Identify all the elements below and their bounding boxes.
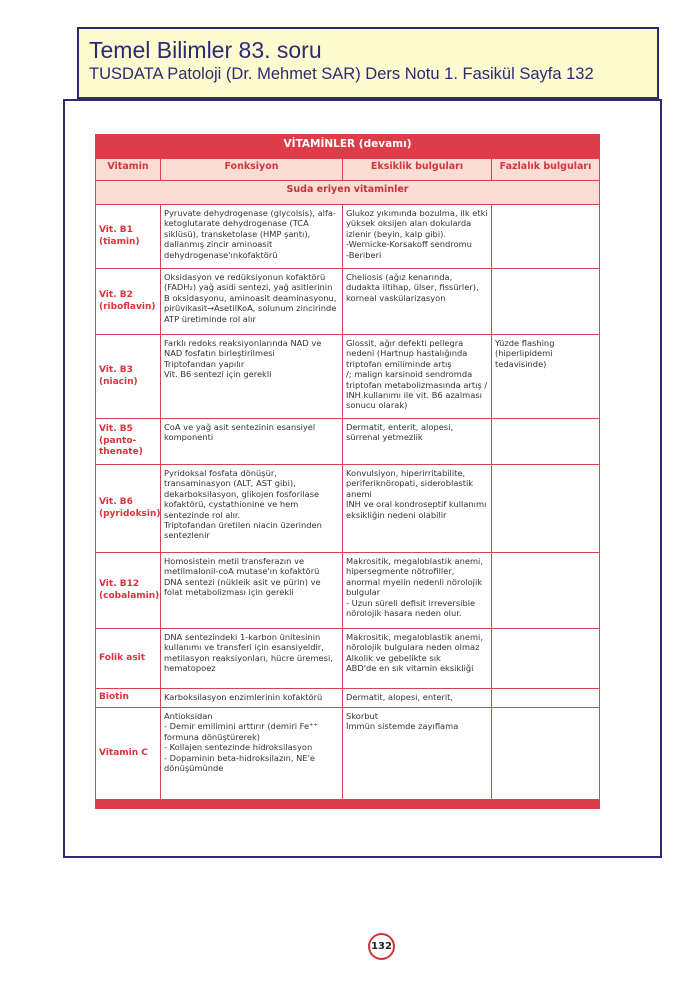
function-cell: DNA sentezindeki 1-karbon ünitesinin kullanımı ve transferi için esansiyeldir, metilasyon reaksiyonları, hücre üremesi, hematopoez — [161, 629, 343, 689]
function-cell: CoA ve yağ asit sentezinin esansiyel komponenti — [161, 419, 343, 465]
vitamin-name-cell: Vitamin C — [96, 708, 161, 800]
deficiency-cell: Glossit, ağır defekti pellegra nedeni (Hartnup hastalığında triptofan emiliminde artış /; malign karsinoid sendromda triptofan metabolizmasında artış / INH kullanımı ile vit. B6 azalması sonucu olarak) — [343, 335, 492, 419]
function-cell: Pyridoksal fosfata dönüşür, transaminasyon (ALT, AST gibi), dekarboksilasyon, glikojen fosforilase kofaktörü, cystathionine ve hem sentezinde rol alır. Triptofandan üretilen niacin üzerinden sentezlenir — [161, 465, 343, 553]
excess-cell — [492, 553, 600, 629]
deficiency-cell: Dermatit, alopesi, enterit, — [343, 689, 492, 708]
excess-cell — [492, 689, 600, 708]
table-row — [96, 269, 600, 335]
vitamin-name-cell: Biotin — [96, 689, 161, 708]
deficiency-cell: Skorbut İmmün sistemde zayıflama — [343, 708, 492, 800]
bottom-bar-cell — [96, 800, 600, 809]
table-row — [96, 708, 600, 800]
table-row — [96, 205, 600, 269]
excess-cell: Yüzde flashing (hiperlipidemi tedavisinde) — [492, 335, 600, 419]
vitamin-name-cell: Folik asit — [96, 629, 161, 689]
header-box — [77, 27, 659, 99]
table-body — [96, 205, 600, 800]
excess-cell — [492, 465, 600, 553]
excess-cell — [492, 629, 600, 689]
deficiency-cell: Konvulsiyon, hiperirritabilite, periferiknöropati, sideroblastik anemi INH ve oral kondroseptif kullanımı eksikliğin nedeni olabilir — [343, 465, 492, 553]
function-cell: Antioksidan - Demir emilimini arttırır (demiri Fe⁺⁺ formuna dönüştürerek) - Kollajen sentezinde hidroksilasyon - Dopaminin beta-hidroksilazın, NE'e dönüşümünde — [161, 708, 343, 800]
excess-cell — [492, 205, 600, 269]
vitamin-name-cell: Vit. B6 (pyridoksin) — [96, 465, 161, 553]
function-cell: Pyruvate dehydrogenase (glycolsis), alfa-ketoglutarate dehydrogenase (TCA siklüsü), transketolase (HMP şantı), dallanmış zincir aminoasit dehydrogenase'ınkofaktörü — [161, 205, 343, 269]
excess-cell — [492, 269, 600, 335]
table-title: VİTAMİNLER (devamı) — [96, 135, 600, 159]
vitamin-name-cell: Vit. B2 (riboflavin) — [96, 269, 161, 335]
vitamin-name-cell: Vit. B1 (tiamin) — [96, 205, 161, 269]
function-cell: Oksidasyon ve redüksiyonun kofaktörü (FADH₂) yağ asidi sentezi, yağ asitlerinin B oksidasyonu, aminoasit deaminasyonu, pirüvikasit→AsetilKoA, solunum zincirinde ATP üretiminde rol alır — [161, 269, 343, 335]
deficiency-cell: Cheliosis (ağız kenarında, dudakta iltihap, ülser, fissürler), korneal vaskülarizasyon — [343, 269, 492, 335]
vitamin-table — [95, 134, 600, 809]
section-title: Suda eriyen vitaminler — [96, 181, 600, 205]
page-number-badge: 132 — [368, 933, 395, 960]
column-header-excess: Fazlalık bulguları — [492, 159, 600, 181]
column-header-deficiency: Eksiklik bulguları — [343, 159, 492, 181]
column-header-function: Fonksiyon — [161, 159, 343, 181]
function-cell: Farklı redoks reaksiyonlarında NAD ve NAD fosfatın birleştirilmesi Triptofandan yapılır Vit. B6 sentezi için gerekli — [161, 335, 343, 419]
deficiency-cell: Dermatit, enterit, alopesi, sürrenal yetmezlik — [343, 419, 492, 465]
table-row — [96, 335, 600, 419]
deficiency-cell: Makrositik, megaloblastik anemi, nörolojik bulgulara neden olmaz Alkolik ve gebelikte sık ABD'de en sık vitamin eksikliği — [343, 629, 492, 689]
vitamin-name-cell: Vit. B3 (niacin) — [96, 335, 161, 419]
page-subtitle: TUSDATA Patoloji (Dr. Mehmet SAR) Ders Notu 1. Fasikül Sayfa 132 — [89, 65, 594, 83]
table-title-row — [96, 135, 600, 159]
vitamin-name-cell: Vit. B5 (panto- thenate) — [96, 419, 161, 465]
table-row — [96, 629, 600, 689]
vitamin-name-cell: Vit. B12 (cobalamin) — [96, 553, 161, 629]
deficiency-cell: Makrositik, megaloblastik anemi, hipersegmente nötrofiller, anormal myelin nedenli nörolojik bulgular - Uzun süreli defisit irreversible nörolojik hasara neden olur. — [343, 553, 492, 629]
table-row — [96, 689, 600, 708]
table-row — [96, 419, 600, 465]
function-cell: Karboksilasyon enzimlerinin kofaktörü — [161, 689, 343, 708]
page-title: Temel Bilimler 83. soru — [89, 37, 322, 63]
table-bottom-bar — [96, 800, 600, 809]
table-row — [96, 465, 600, 553]
function-cell: Homosistein metil transferazın ve metilmalonil-coA mutase'ın kofaktörü DNA sentezi (nükleik asit ve pürin) ve folat metabolizması için gerekli — [161, 553, 343, 629]
column-header-vitamin: Vitamin — [96, 159, 161, 181]
excess-cell — [492, 708, 600, 800]
section-row — [96, 181, 600, 205]
table-row — [96, 553, 600, 629]
deficiency-cell: Glukoz yıkımında bozulma, ilk etki yüksek oksijen alan dokularda izlenir (beyin, kalp gibi). -Wernicke-Korsakoff sendromu -Beriberi — [343, 205, 492, 269]
excess-cell — [492, 419, 600, 465]
column-header-row — [96, 159, 600, 181]
